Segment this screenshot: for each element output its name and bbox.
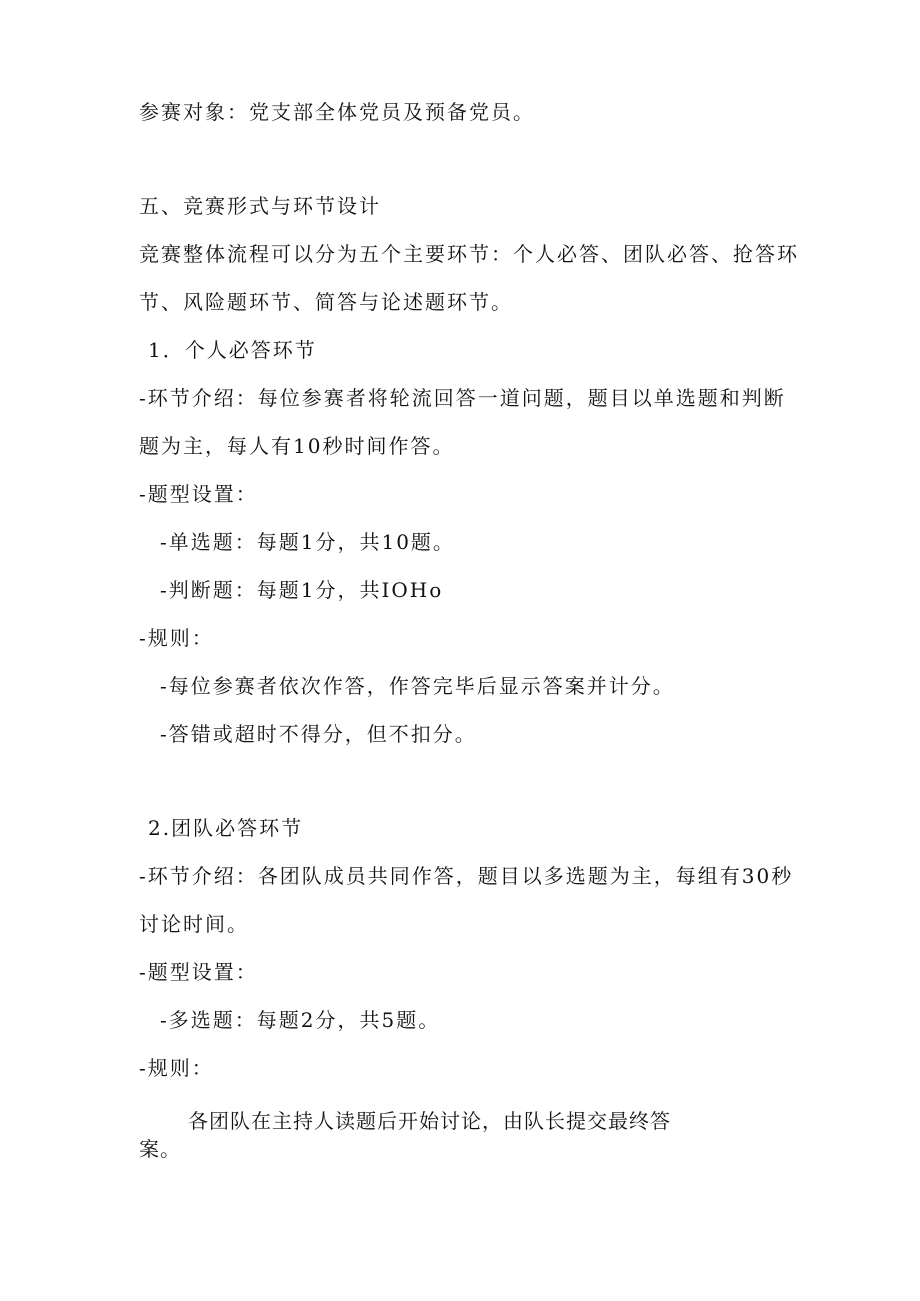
list-item: -规则： <box>139 626 214 650</box>
sub-list-item: -判断题：每题1分，共IOHo <box>160 578 444 602</box>
subsection-heading: 1．个人必答环节 <box>148 338 317 362</box>
sub-list-item: -单选题：每题1分，共10题。 <box>160 530 455 554</box>
paragraph-line: 案。 <box>139 1137 181 1161</box>
participants-line: 参赛对象：党支部全体党员及预备党员。 <box>139 100 535 124</box>
paragraph-line: 竞赛整体流程可以分为五个主要环节：个人必答、团队必答、抢答环 <box>139 242 799 266</box>
section-heading: 五、竞赛形式与环节设计 <box>139 194 381 218</box>
list-item-continuation: 讨论时间。 <box>139 912 249 936</box>
paragraph-line: 节、风险题环节、简答与论述题环节。 <box>139 290 513 314</box>
subsection-heading: 2.团队必答环节 <box>148 816 304 840</box>
paragraph-line: 各团队在主持人读题后开始讨论，由队长提交最终答 <box>188 1109 671 1133</box>
sub-list-item: -多选题：每题2分，共5题。 <box>160 1008 441 1032</box>
list-item: -环节介绍：每位参赛者将轮流回答一道问题，题目以单选题和判断 <box>139 386 786 410</box>
sub-list-item: -答错或超时不得分，但不扣分。 <box>160 722 477 746</box>
sub-list-item: -每位参赛者依次作答，作答完毕后显示答案并计分。 <box>160 674 675 698</box>
list-item-continuation: 题为主，每人有10秒时间作答。 <box>139 434 455 458</box>
list-item: -规则： <box>139 1056 214 1080</box>
list-item: -题型设置： <box>139 482 258 506</box>
list-item: -题型设置： <box>139 960 258 984</box>
list-item: -环节介绍：各团队成员共同作答，题目以多选题为主，每组有30秒 <box>139 864 794 888</box>
